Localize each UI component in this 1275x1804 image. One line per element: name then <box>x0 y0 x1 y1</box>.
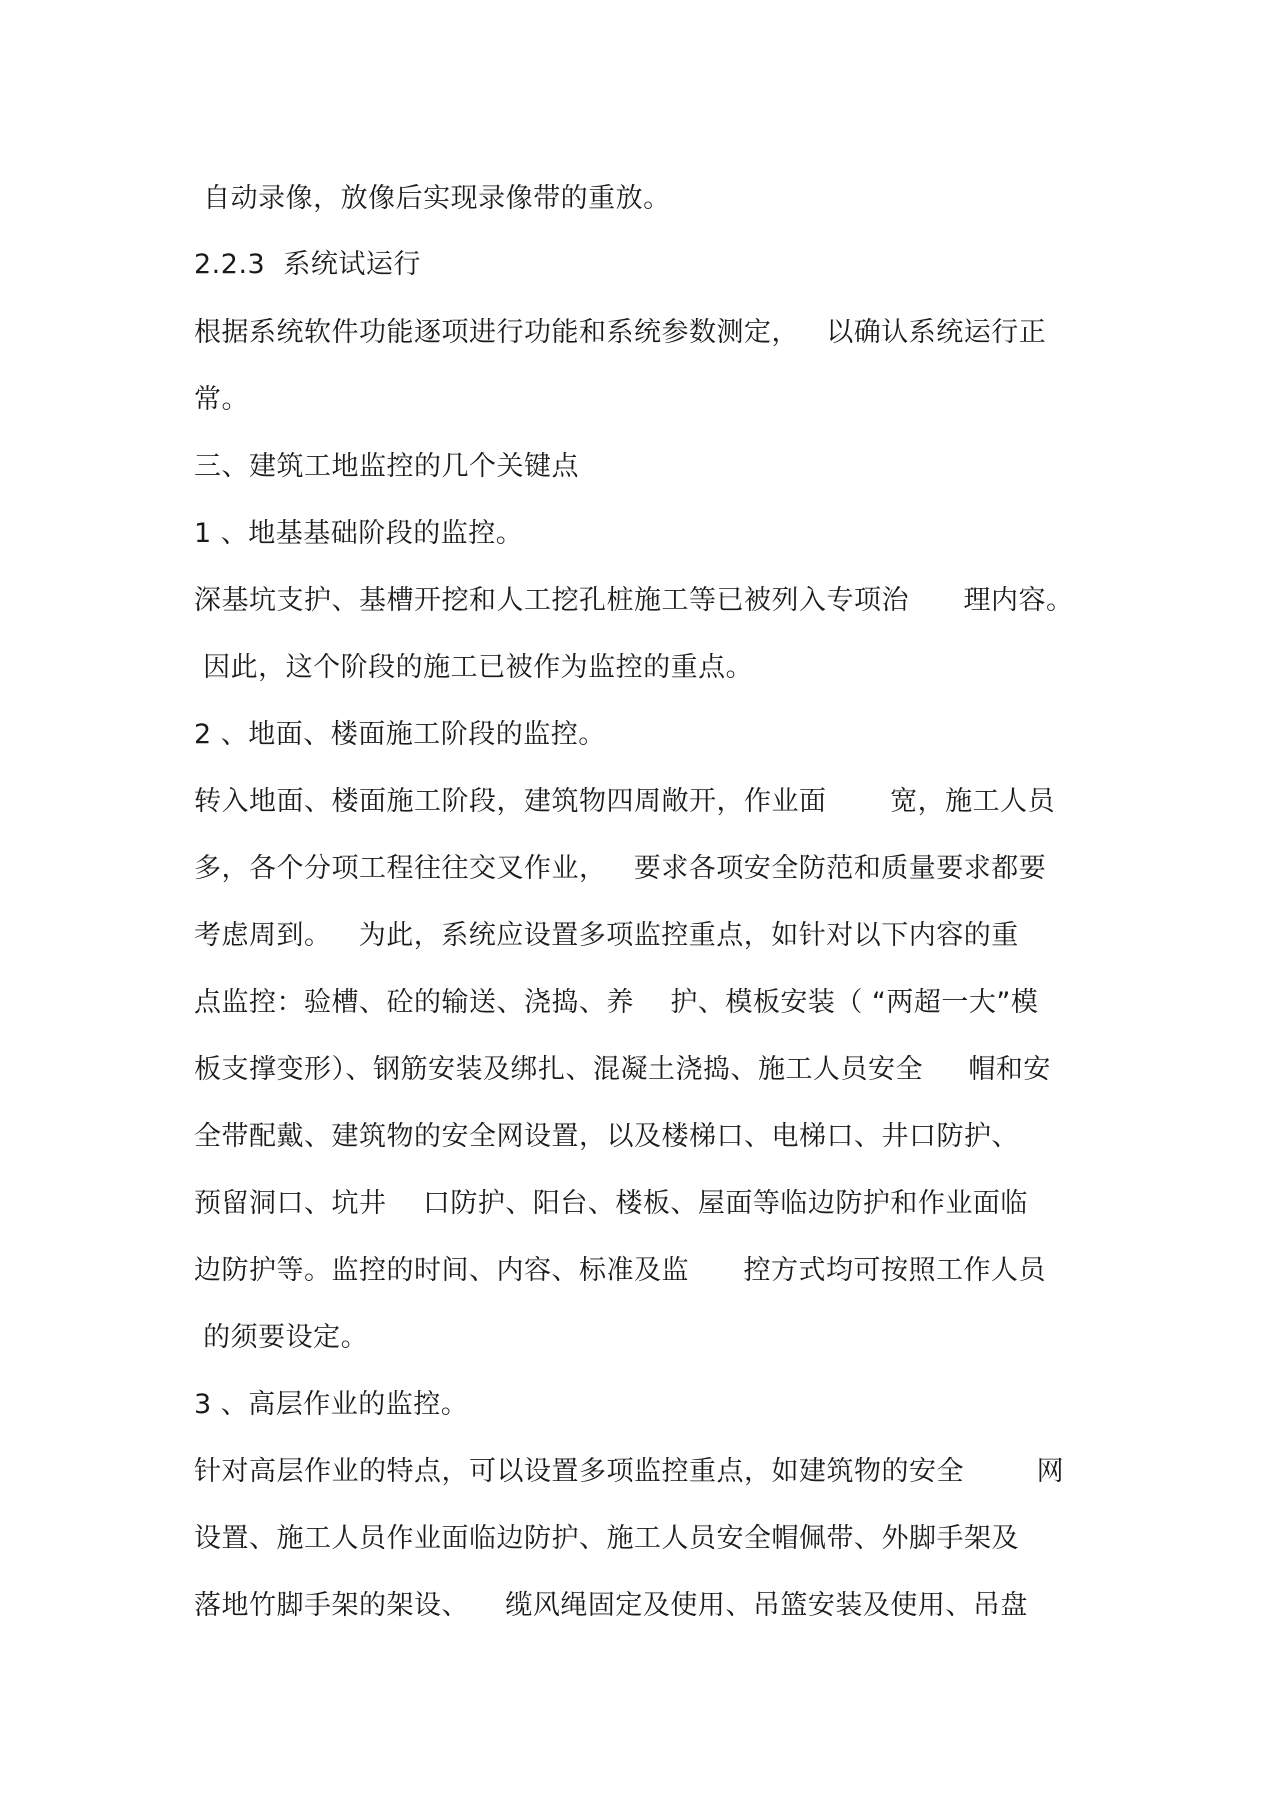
text-line: 常。 <box>194 384 249 415</box>
text-line: 全带配戴、建筑物的安全网设置，以及楼梯口、电梯口、井口防护、 <box>194 1121 1019 1152</box>
subsection-heading: 1 、地基基础阶段的监控。 <box>194 518 524 549</box>
text-line: 自动录像，放像后实现录像带的重放。 <box>194 183 671 214</box>
text-line: 因此，这个阶段的施工已被作为监控的重点。 <box>194 652 754 683</box>
section-heading: 三、建筑工地监控的几个关键点 <box>194 451 579 482</box>
text-line: 边防护等。监控的时间、内容、标准及监 控方式均可按照工作人员 <box>194 1255 1046 1286</box>
text-line: 针对高层作业的特点，可以设置多项监控重点，如建筑物的安全 网 <box>194 1456 1065 1487</box>
text-line: 落地竹脚手架的架设、 缆风绳固定及使用、吊篮安装及使用、吊盘 <box>194 1590 1028 1621</box>
text-line: 板支撑变形）、钢筋安装及绑扎、混凝土浇捣、施工人员安全 帽和安 <box>194 1054 1051 1085</box>
text-line: 考虑周到。 为此，系统应设置多项监控重点，如针对以下内容的重 <box>194 920 1019 951</box>
text-line: 多，各个分项工程往往交叉作业， 要求各项安全防范和质量要求都要 <box>194 853 1047 884</box>
text-line: 的须要设定。 <box>194 1322 369 1353</box>
text-line: 点监控：验槽、砼的输送、浇捣、养 护、模板安装（ “两超一大”模 <box>194 987 1039 1018</box>
section-heading: 2.2.3 系统试运行 <box>194 249 421 280</box>
text-line: 转入地面、楼面施工阶段，建筑物四周敞开，作业面 宽，施工人员 <box>194 786 1056 817</box>
text-line: 设置、施工人员作业面临边防护、施工人员安全帽佩带、外脚手架及 <box>194 1523 1019 1554</box>
subsection-heading: 3 、高层作业的监控。 <box>194 1389 469 1420</box>
text-line: 根据系统软件功能逐项进行功能和系统参数测定， 以确认系统运行正 <box>194 317 1047 348</box>
subsection-heading: 2 、地面、楼面施工阶段的监控。 <box>194 719 606 750</box>
text-line: 预留洞口、坑井 口防护、阳台、楼板、屋面等临边防护和作业面临 <box>194 1188 1028 1219</box>
text-line: 深基坑支护、基槽开挖和人工挖孔桩施工等已被列入专项治 理内容。 <box>194 585 1074 616</box>
